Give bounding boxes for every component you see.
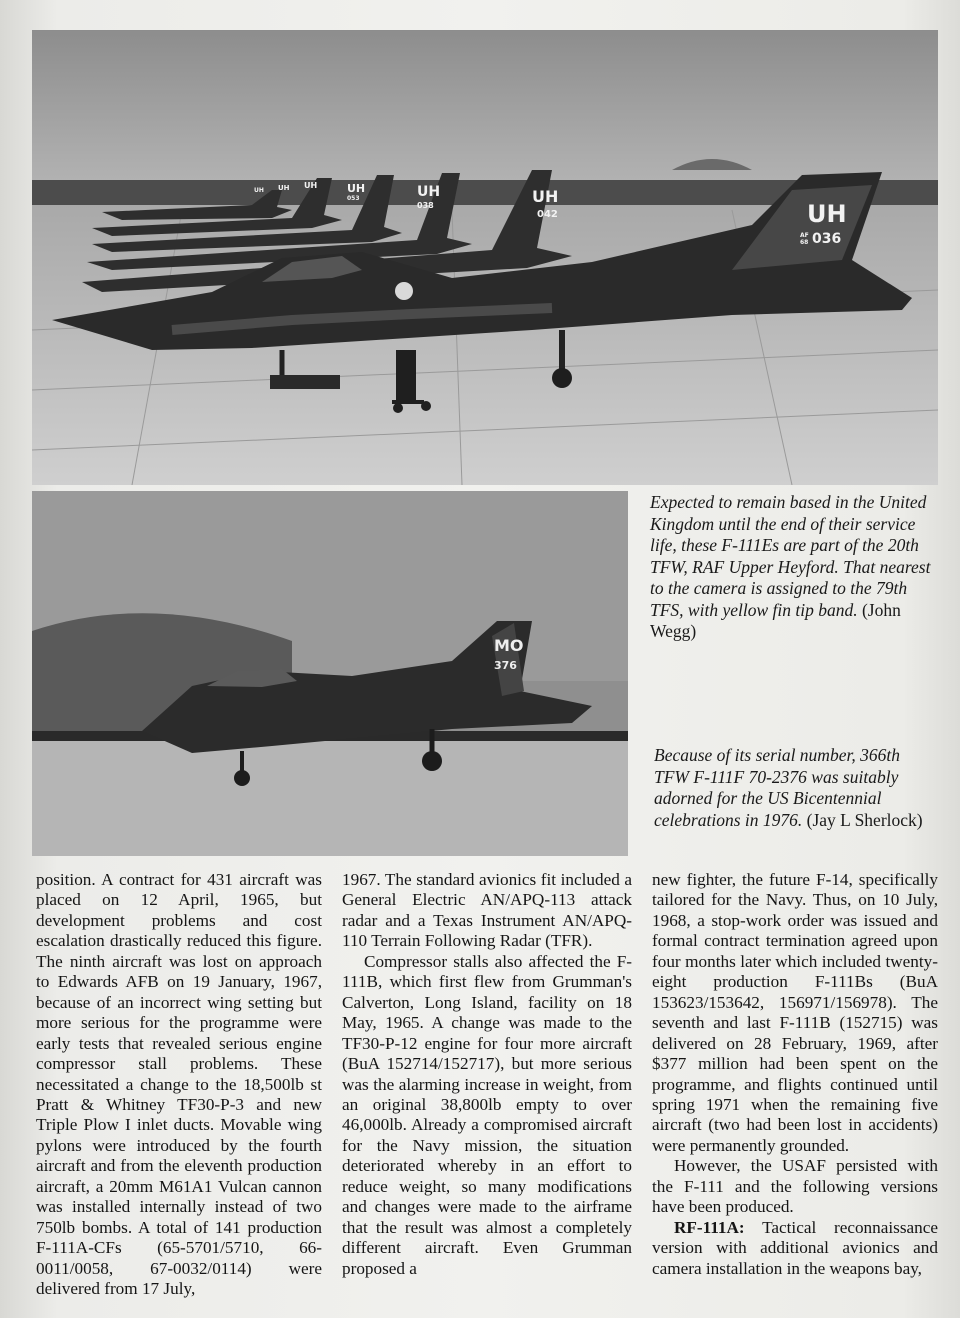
caption-f111f [654, 745, 936, 831]
col3-paragraph-3 [652, 1218, 938, 1279]
col3-paragraph-2: However, the USAF persisted with the F-111 and the following versions have been produced. [652, 1156, 938, 1217]
f111e-lineup-illustration [32, 30, 938, 485]
tail-serial-4: 053 [347, 195, 360, 202]
tail-serial-3: 038 [417, 201, 434, 210]
tail-code-3: UH [417, 184, 441, 200]
tail-serial-376: 376 [494, 659, 517, 672]
body-column-3 [652, 870, 938, 1279]
rf111a-heading: RF-111A: [674, 1217, 745, 1237]
caption-f111f-text: Because of its serial number, 366th TFW F-111F 70-2376 was suitably adorned for the US Bicentennial celebrations in 1976. [654, 745, 900, 830]
rf111a-text: Tactical reconnaissance version with additional avionics and camera installation in the weapons bay, [652, 1217, 938, 1278]
f111f-illustration [32, 491, 628, 856]
tail-year-nearest: 68 [800, 239, 809, 246]
tail-serial-2: 042 [537, 209, 558, 220]
body-column-2 [342, 870, 632, 1279]
col2-paragraph-2: Compressor stalls also affected the F-111B, which first flew from Grumman's Calverton, Long Island, facility on 18 May, 1965. A change was made to the TF30-P-12 engine for four more aircraft (BuA 152714/152717), but more serious was the alarming increase in weight, from an original 38,800lb empty to over 46,000lb. Already a compromised aircraft for the Navy mission, the situation deteriorated whereby in an effort to reduce weight, so many modifications and changes were made to the airframe that the result was almost a completely different aircraft. Even Grumman proposed a [342, 951, 632, 1278]
tail-code-2: UH [532, 187, 559, 206]
col3-paragraph-1: new fighter, the future F-14, specifically tailored for the Navy. Thus, on 10 July, 1968, a stop-work order was issued and formal contract termination agreed upon four months later which included twenty-eight production F-111Bs (BuA 153623/153642, 156971/156978). The seventh and last F-111B (152715) was delivered on 28 February, 1969, after $377 million had been spent on the programme, and flights continued until spring 1971 when the remaining five aircraft (two had been lost in accidents) were permanently grounded. [652, 870, 938, 1155]
tail-serial-nearest: 036 [812, 231, 842, 247]
tail-code-nearest: UH [807, 200, 847, 228]
col2-paragraph-1: 1967. The standard avionics fit included a General Electric AN/APQ-113 attack radar and a Texas Instrument AN/APQ-110 Terrain Following Radar (TFR). [342, 870, 632, 951]
photo-f111f-bicentennial [32, 491, 628, 856]
tail-code-mo: MO [494, 636, 524, 655]
col1-paragraph: position. A contract for 431 aircraft was placed on 12 April, 1965, but development problems and cost escalation drastically reduced this figure. The ninth aircraft was lost on approach to Edwards AFB on 19 January, 1967, because of an incorrect wing setting but more serious for the programme were early tests that revealed serious engine compressor stall problems. These necessitated a change to the 18,500lb st Pratt & Whitney TF30-P-3 and new Triple Plow I inlet ducts. Movable wing pylons were introduced by the fourth aircraft and from the eleventh production aircraft, a 20mm M61A1 Vulcan cannon was installed internally instead of two 750lb bombs. A total of 141 production F-111A-CFs (65-5701/5710, 66-0011/0058, 67-0032/0114) were delivered from 17 July, [36, 870, 322, 1299]
caption-f111e-credit: (John Wegg) [650, 599, 901, 641]
body-column-1 [36, 870, 322, 1300]
tail-code-6: UH [278, 184, 290, 192]
caption-f111e-text: Expected to remain based in the United Kingdom until the end of their service life, these F-111Es are part of the 20th TFW, RAF Upper Heyford. That nearest to the camera is assigned to the 79th TFS, with yellow fin tip band. [650, 492, 931, 620]
caption-f111f-credit: (Jay L Sherlock) [806, 809, 923, 830]
tail-af-nearest: AF [800, 232, 809, 239]
tail-code-5: UH [304, 181, 318, 190]
photo-f111e-lineup [32, 30, 938, 485]
caption-f111e [650, 492, 935, 643]
tail-code-4: UH [347, 182, 366, 195]
tail-code-7: UH [254, 187, 264, 194]
